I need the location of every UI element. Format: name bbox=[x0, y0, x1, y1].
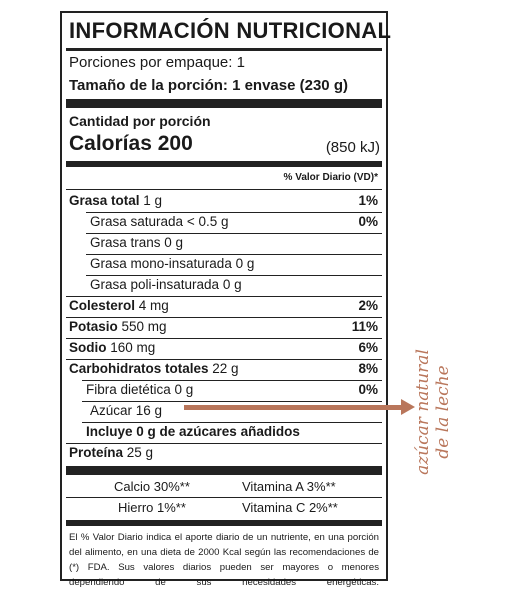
divider bbox=[66, 359, 382, 360]
annotation-note bbox=[413, 322, 453, 502]
row-grasa-poli: Grasa poli-insaturada 0 g bbox=[90, 277, 242, 292]
vitamina-c: Vitamina C 2%** bbox=[242, 500, 338, 515]
divider bbox=[66, 189, 382, 190]
dv-potasio: 11% bbox=[351, 319, 378, 334]
row-grasa-total: Grasa total 1 g bbox=[69, 193, 163, 208]
footnote: El % Valor Diario indica el aporte diario de un nutriente, en una porción del alimento, en una dieta de 2000 Kcal según las recomendaciones de (*) FDA. Sus valores diarios pueden ser mayores o menores dependiendo de sus necesidades energéticas. bbox=[69, 532, 379, 588]
row-azucar: Azúcar 16 g bbox=[90, 403, 163, 418]
serving-size: Tamaño de la porción: 1 envase (230 g) bbox=[69, 77, 348, 94]
dv-grasa-saturada: 0% bbox=[358, 214, 378, 229]
calories: Calorías 200 bbox=[69, 132, 193, 155]
divider bbox=[86, 212, 382, 213]
hierro: Hierro 1%** bbox=[118, 500, 186, 515]
row-grasa-mono: Grasa mono-insaturada 0 g bbox=[90, 256, 255, 271]
dv-fibra: 0% bbox=[358, 382, 378, 397]
servings-per-container: Porciones por empaque: 1 bbox=[69, 54, 245, 71]
energy-kj: (850 kJ) bbox=[325, 139, 380, 156]
row-sodio: Sodio 160 mg bbox=[69, 340, 156, 355]
dv-colesterol: 2% bbox=[358, 298, 378, 313]
amount-per-serving: Cantidad por porción bbox=[69, 113, 211, 129]
divider bbox=[66, 48, 382, 51]
row-grasa-saturada: Grasa saturada < 0.5 g bbox=[90, 214, 229, 229]
divider-thick bbox=[66, 99, 382, 108]
divider bbox=[66, 317, 382, 318]
divider-thick bbox=[66, 466, 382, 475]
annotation-arrow bbox=[184, 405, 402, 410]
row-fibra: Fibra dietética 0 g bbox=[86, 382, 194, 397]
row-grasa-trans: Grasa trans 0 g bbox=[90, 235, 184, 250]
divider bbox=[66, 497, 382, 498]
annotation-line-1: azúcar natural bbox=[413, 349, 433, 475]
divider bbox=[82, 401, 382, 402]
row-colesterol: Colesterol 4 mg bbox=[69, 298, 169, 313]
dv-carbohidratos: 8% bbox=[358, 361, 378, 376]
row-potasio: Potasio 550 mg bbox=[69, 319, 167, 334]
calcio: Calcio 30%** bbox=[114, 479, 190, 494]
divider bbox=[86, 275, 382, 276]
dv-header: % Valor Diario (VD)* bbox=[283, 172, 378, 183]
divider bbox=[86, 233, 382, 234]
nutrition-facts-label bbox=[60, 11, 392, 588]
annotation-line-2: de la leche bbox=[433, 365, 453, 459]
divider bbox=[82, 422, 382, 423]
vitamina-a: Vitamina A 3%** bbox=[242, 479, 336, 494]
row-azucares-anadidos: Incluye 0 g de azúcares añadidos bbox=[86, 424, 300, 439]
dv-sodio: 6% bbox=[358, 340, 378, 355]
row-proteina: Proteína 25 g bbox=[69, 445, 154, 460]
divider bbox=[86, 254, 382, 255]
divider bbox=[66, 338, 382, 339]
divider bbox=[82, 380, 382, 381]
divider-thick bbox=[66, 161, 382, 167]
divider bbox=[66, 296, 382, 297]
dv-grasa-total: 1% bbox=[358, 193, 378, 208]
divider bbox=[66, 443, 382, 444]
label-title: INFORMACIÓN NUTRICIONAL bbox=[69, 18, 392, 43]
row-carbohidratos: Carbohidratos totales 22 g bbox=[69, 361, 239, 376]
divider-thick bbox=[66, 520, 382, 526]
